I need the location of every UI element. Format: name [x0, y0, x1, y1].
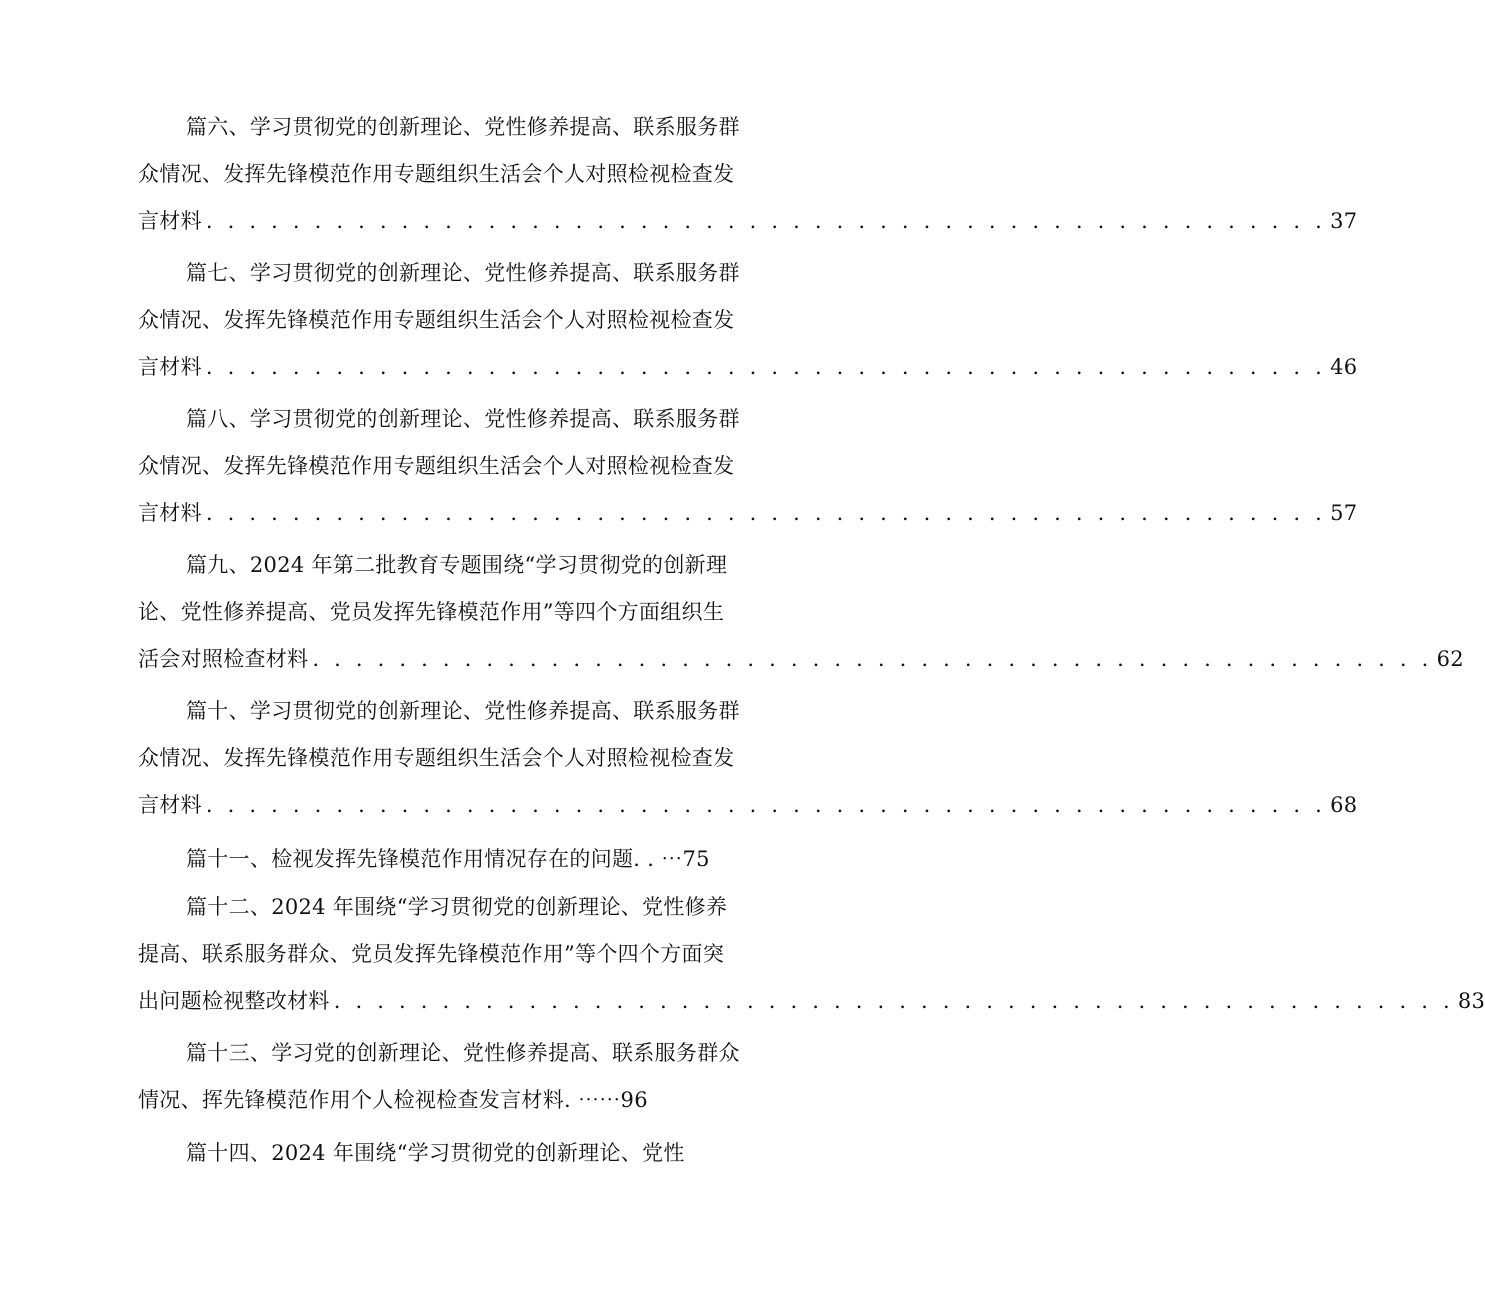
toc-entry-line: 众情况、发挥先锋模范作用专题组织生活会个人对照检视检查发 — [138, 454, 735, 478]
toc-entry-line: 篇七、学习贯彻党的创新理论、党性修养提高、联系服务群 — [186, 261, 740, 285]
toc-entry-6[interactable] — [138, 104, 1358, 245]
toc-leader-dots: . . . . . . . . . . . . . . . . . . . . . . . . . . . . . . . . . . . . . . . . . . . . . . . . . . . . — [205, 793, 1327, 817]
toc-entry-11[interactable]: 篇十一、检视发挥先锋模范作用情况存在的问题. . ⋯75 — [186, 847, 710, 871]
toc-entry-line: 情况、挥先锋模范作用个人检视检查发言材料. ⋯⋯96 — [138, 1088, 648, 1112]
toc-page-number: 62 — [1436, 647, 1464, 671]
toc-entry-line — [138, 198, 1358, 245]
toc-entry-line: 众情况、发挥先锋模范作用专题组织生活会个人对照检视检查发 — [138, 746, 735, 770]
toc-entry-line: 篇六、学习贯彻党的创新理论、党性修养提高、联系服务群 — [186, 115, 740, 139]
toc-entry-line-text: 言材料 — [138, 793, 202, 817]
toc-entry-line: 篇十四、2024 年围绕“学习贯彻党的创新理论、党性 — [186, 1141, 685, 1165]
toc-page-number: 37 — [1330, 209, 1358, 233]
toc-entry-line: 众情况、发挥先锋模范作用专题组织生活会个人对照检视检查发 — [138, 162, 735, 186]
toc-entry-line: 论、党性修养提高、党员发挥先锋模范作用”等四个方面组织生 — [138, 600, 725, 624]
toc-entry-line: 篇十、学习贯彻党的创新理论、党性修养提高、联系服务群 — [186, 699, 740, 723]
toc-leader-dots: . . . . . . . . . . . . . . . . . . . . . . . . . . . . . . . . . . . . . . . . . . . . . . . . . . . . — [333, 989, 1454, 1013]
toc-entry-line: 众情况、发挥先锋模范作用专题组织生活会个人对照检视检查发 — [138, 308, 735, 332]
toc-entry-line-text: 出问题检视整改材料 — [138, 989, 330, 1013]
toc-entry-14[interactable] — [138, 1130, 786, 1177]
toc-leader-dots: . . . . . . . . . . . . . . . . . . . . . . . . . . . . . . . . . . . . . . . . . . . . . . . . . . . . — [205, 355, 1327, 379]
toc-entry-line: 篇十三、学习党的创新理论、党性修养提高、联系服务群众 — [186, 1041, 740, 1065]
toc-entry-9[interactable] — [138, 542, 1464, 683]
toc-entry-line-text: 言材料 — [138, 355, 202, 379]
toc-entry-12[interactable] — [138, 884, 1485, 1025]
toc-entry-line: 篇九、2024 年第二批教育专题围绕“学习贯彻党的创新理 — [186, 553, 728, 577]
toc-page-number: 46 — [1330, 355, 1358, 379]
toc-entry-line — [138, 636, 1464, 683]
toc-entry-line-text: 活会对照检查材料 — [138, 647, 309, 671]
toc-page-number: 83 — [1457, 989, 1485, 1013]
toc-entry-line — [138, 782, 1358, 829]
toc-entry-line — [138, 344, 1358, 391]
toc-entry-10[interactable] — [138, 688, 1358, 829]
toc-entry-13[interactable] — [138, 1030, 786, 1124]
toc-entry-line-text: 言材料 — [138, 209, 202, 233]
toc-leader-dots: . . . . . . . . . . . . . . . . . . . . . . . . . . . . . . . . . . . . . . . . . . . . . . . . . . . . — [312, 647, 1433, 671]
toc-entry-line — [138, 978, 1485, 1025]
toc-entry-line: 篇八、学习贯彻党的创新理论、党性修养提高、联系服务群 — [186, 407, 740, 431]
toc-page-number: 57 — [1330, 501, 1358, 525]
toc-leader-dots: . . . . . . . . . . . . . . . . . . . . . . . . . . . . . . . . . . . . . . . . . . . . . . . . . . . . — [205, 209, 1327, 233]
toc-leader-dots: . . . . . . . . . . . . . . . . . . . . . . . . . . . . . . . . . . . . . . . . . . . . . . . . . . . . — [205, 501, 1327, 525]
toc-entry-line — [138, 490, 1358, 537]
toc-entry-line: 篇十二、2024 年围绕“学习贯彻党的创新理论、党性修养 — [186, 895, 728, 919]
toc-entry-line-text: 言材料 — [138, 501, 202, 525]
toc-page-number: 68 — [1330, 793, 1358, 817]
toc-entry-line: 提高、联系服务群众、党员发挥先锋模范作用”等个四个方面突 — [138, 942, 725, 966]
toc-entry-8[interactable] — [138, 396, 1358, 537]
toc-entry-7[interactable] — [138, 250, 1358, 391]
